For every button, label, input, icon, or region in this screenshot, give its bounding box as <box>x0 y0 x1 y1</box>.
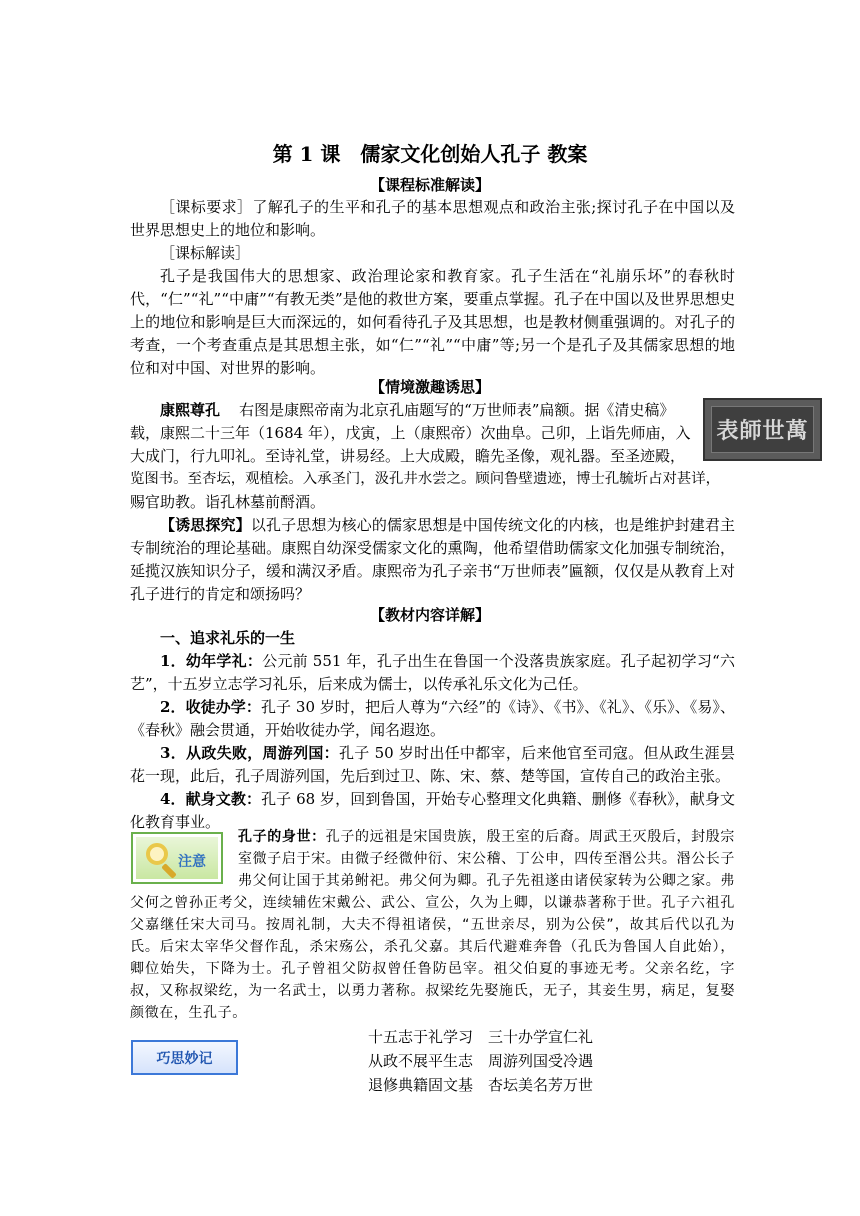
curriculum-requirement <box>130 196 735 242</box>
requirement-text: 了解孔子的生平和孔子的基本思想观点和政治主张;探讨孔子在中国以及世界思想史上的地位和影响。 <box>130 198 735 239</box>
explore-label: 【诱思探究】 <box>160 516 251 534</box>
item-1-label: 1．幼年学礼： <box>160 652 263 670</box>
plaque-image <box>703 398 822 461</box>
interpretation-text: 孔子是我国伟大的思想家、政治理论家和教育家。孔子生活在“礼崩乐坏”的春秋时代，“仁”“礼”“中庸”“有教无类”是他的救世方案，要重点掌握。孔子在中国以及世界思想史上的地位和影响是巨大而深远的，如何看待孔子及其思想，也是教材侧重强调的。对孔子的考查，一个考查重点是其思想主张，如“仁”“礼”“中庸”等;另一个是孔子及其儒家思想的地位和对中国、对世界的影响。 <box>130 267 735 377</box>
explore-text: 以孔子思想为核心的儒家思想是中国传统文化的内核，也是维护封建君主专制统治的理论基础。康熙自幼深受儒家文化的熏陶，他希望借助儒家文化加强专制统治，延揽汉族知识分子，缓和满汉矛盾。康熙帝为孔子亲书“万世师表”匾额，仅仅是从教育上对孔子进行的肯定和颂扬吗？ <box>130 516 735 603</box>
kangxi-line-3: 大成门，行九叩礼。至诗礼堂，讲易经。上大成殿，瞻先圣像，观礼器。至圣迹殿， <box>130 447 686 465</box>
item-1-text: 公元前 551 年，孔子出生在鲁国一个没落贵族家庭。孔子起初学习“六艺”，十五岁立志学习礼乐，后来成为儒士，以传承礼乐文化为己任。 <box>130 652 735 693</box>
interpretation-label: ［课标解读］ <box>160 244 251 262</box>
content-item-3 <box>130 742 735 788</box>
memo-badge-label: 巧思妙记 <box>156 1050 213 1067</box>
kangxi-line-5: 赐官助教。诣孔林墓前酹酒。 <box>130 493 326 511</box>
item-2-text: 孔子 30 岁时，把后人尊为“六经”的《诗》、《书》、《礼》、《乐》、《易》、《春秋》融会贯通，开始收徒办学，闻名遐迩。 <box>130 698 735 739</box>
page-title: 第 1 课 儒家文化创始人孔子 教案 <box>272 142 588 166</box>
item-3-label: 3．从政失败，周游列国： <box>160 744 339 762</box>
note-float-spacer <box>130 826 238 890</box>
memo-line-1: 十五志于礼学习 三十办学宣仁礼 <box>368 1028 594 1046</box>
requirement-label: ［课标要求］ <box>160 198 253 216</box>
kangxi-label: 康熙尊孔 <box>160 401 221 419</box>
item-4-text: 孔子 68 岁，回到鲁国，开始专心整理文化典籍、删修《春秋》，献身文化教育事业。 <box>130 790 735 831</box>
lineage-note <box>130 826 735 1024</box>
section-heading-curriculum: 【课程标准解读】 <box>369 176 490 194</box>
note-badge-label: 注意 <box>178 854 206 870</box>
content-item-1 <box>130 650 735 696</box>
kangxi-text-1: 右图是康熙帝南为北京孔庙题写的“万世师表”扁额。据《清史稿》 <box>239 401 675 419</box>
item-2-label: 2．收徒办学： <box>160 698 261 716</box>
kangxi-line-2: 载，康熙二十三年（1684 年），戊寅，上（康熙帝）次曲阜。己卯，上诣先师庙，入 <box>130 424 691 442</box>
item-3-text: 孔子 50 岁时出任中都宰，后来他官至司寇。但从政生涯昙花一现，此后，孔子周游列国，先后到过卫、陈、宋、蔡、楚等国，宣传自己的政治主张。 <box>130 744 735 785</box>
kangxi-line-4: 览图书。至杏坛，观植桧。入承圣门，汲孔井水尝之。顾问鲁壁遗迹，博士孔毓圻占对甚详， <box>130 471 721 487</box>
kangxi-line-1 <box>160 399 674 422</box>
section-heading-scenario: 【情境激趣诱思】 <box>369 378 490 396</box>
plaque-frame <box>711 406 814 453</box>
lineage-label: 孔子的身世： <box>238 829 326 845</box>
plaque-inscription: 表師世萬 <box>716 418 809 444</box>
section-heading-content: 【教材内容详解】 <box>369 606 490 624</box>
content-heading: 一、追求礼乐的一生 <box>160 629 296 647</box>
item-4-label: 4．献身文教： <box>160 790 262 808</box>
memo-badge <box>131 1040 238 1075</box>
memo-line-3: 退修典籍固文基 杏坛美名芳万世 <box>368 1076 594 1094</box>
explore-paragraph <box>130 514 735 606</box>
content-item-2 <box>130 696 735 742</box>
lineage-text: 孔子的远祖是宋国贵族，殷王室的后裔。周武王灭殷后，封殷宗室微子启于宋。由微子经微仲衍、宋公稽、丁公申，四传至湣公共。湣公长子弗父何让国于其弟鲋祀。弗父何为卿。孔子先祖遂由诸侯家转为公卿之家。弗父何之曾孙正考父，连续辅佐宋戴公、武公、宣公，久为上卿，以谦恭著称于世。孔子六祖孔父嘉继任宋大司马。按周礼制，大夫不得祖诸侯，“五世亲尽，别为公侯”，故其后代以孔为氏。后宋太宰华父督作乱，杀宋殇公，杀孔父嘉。其后代避难奔鲁（孔氏为鲁国人自此始），卿位始失，下降为士。孔子曾祖父防叔曾任鲁防邑宰。祖父伯夏的事迹无考。父亲名纥，字叔，又称叔梁纥，为一名武士，以勇力著称。叔梁纥先娶施氏，无子，其妾生男，病足，复娶颜徵在，生孔子。 <box>130 829 735 1021</box>
memo-line-2: 从政不展平生志 周游列国受冷遇 <box>368 1052 594 1070</box>
